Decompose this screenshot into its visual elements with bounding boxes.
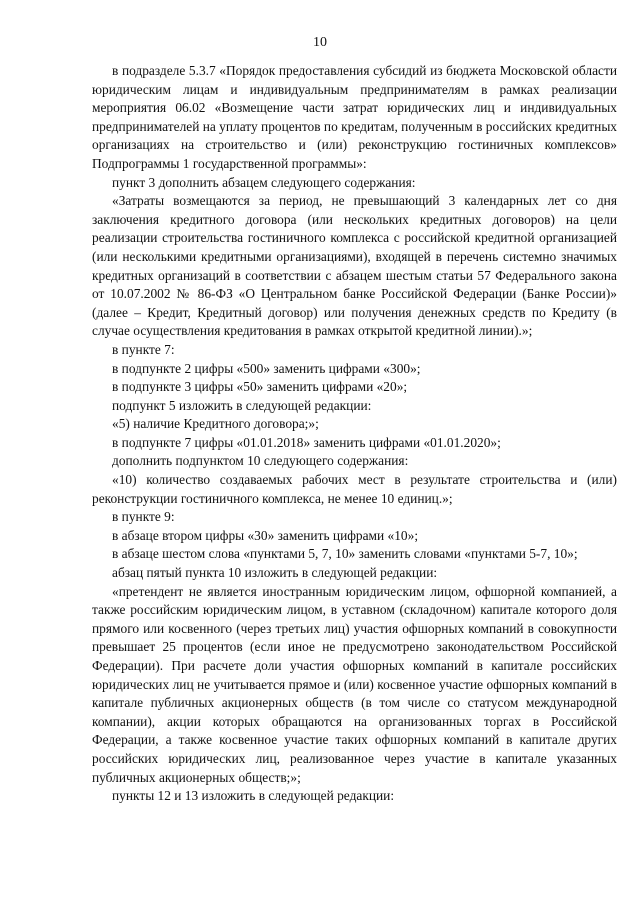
paragraph-intro: в подразделе 5.3.7 «Порядок предоставления субсидий из бюджета Московской области юридическим лицам и индивидуальным предпринимателям в рамках реализации мероприятия 06.02 «Возмещение части затрат юридических лиц и индивидуальных предпринимателей на уплату процентов по кредитам, полученным в российских кредитных организациях на строительство и (или) реконструкцию гостиничных комплексов» Подпрограммы 1 государственной программы»: [92, 63, 618, 171]
paragraph: «5) наличие Кредитного договора;»; [112, 416, 319, 432]
paragraph: в подпункте 7 цифры «01.01.2018» заменить цифрами «01.01.2020»; [112, 434, 501, 450]
document-body [92, 62, 617, 806]
paragraph-quote: «10) количество создаваемых рабочих мест в результате строительства и (или) реконструкции гостиничного комплекса, не менее 10 единиц.»; [92, 472, 617, 506]
paragraph: в пункте 9: [112, 509, 175, 525]
paragraph: в подпункте 2 цифры «500» заменить цифрами «300»; [112, 360, 421, 376]
paragraph: в абзаце шестом слова «пунктами 5, 7, 10» заменить словами «пунктами 5-7, 10»; [112, 546, 578, 562]
paragraph: дополнить подпунктом 10 следующего содержания: [112, 453, 409, 469]
paragraph: абзац пятый пункта 10 изложить в следующей редакции: [112, 565, 438, 581]
paragraph: в абзаце втором цифры «30» заменить цифрами «10»; [112, 527, 419, 543]
page-number: 10 [313, 35, 327, 50]
paragraph: подпункт 5 изложить в следующей редакции: [112, 397, 372, 413]
paragraph: пункты 12 и 13 изложить в следующей редакции: [112, 788, 395, 804]
paragraph: в пункте 7: [112, 341, 175, 357]
paragraph: в подпункте 3 цифры «50» заменить цифрами «20»; [112, 379, 408, 395]
paragraph-quote: «претендент не является иностранным юридическим лицом, офшорной компанией, а также российским юридическим лицом, в уставном (складочном) капитале которого доля прямого или косвенного (через третьих лиц) участия офшорных компаний в совокупности превышает 25 процентов (если иное не предусмотрено законодательством Российской Федерации). При расчете доли участия офшорных компаний в капитале российских юридических лиц не учитывается прямое и (или) косвенное участие офшорных компаний в капитале публичных акционерных обществ (в том числе со статусом международной компании), акции которых обращаются на организованных торгах в Российской Федерации, а также косвенное участие таких офшорных компаний в капитале других российских юридических лиц, реализованное через участие в капитале указанных публичных акционерных обществ;»; [92, 583, 617, 785]
paragraph-quote: «Затраты возмещаются за период, не превышающий 3 календарных лет со дня заключения кредитного договора (или нескольких кредитных договоров) на цели реализации строительства гостиничного комплекса с российской кредитной организацией (или несколькими кредитными организациями), входящей в перечень системно значимых кредитных организаций в соответствии с абзацем шестым статьи 57 Федерального закона от 10.07.2002 № 86-ФЗ «О Центральном банке Российской Федерации (Банке России)» (далее – Кредит, Кредитный договор) или получения денежных средств по Кредиту (в случае осуществления кредитования в рамках открытой кредитной линии).»; [92, 193, 617, 339]
paragraph: пункт 3 дополнить абзацем следующего содержания: [112, 174, 416, 190]
